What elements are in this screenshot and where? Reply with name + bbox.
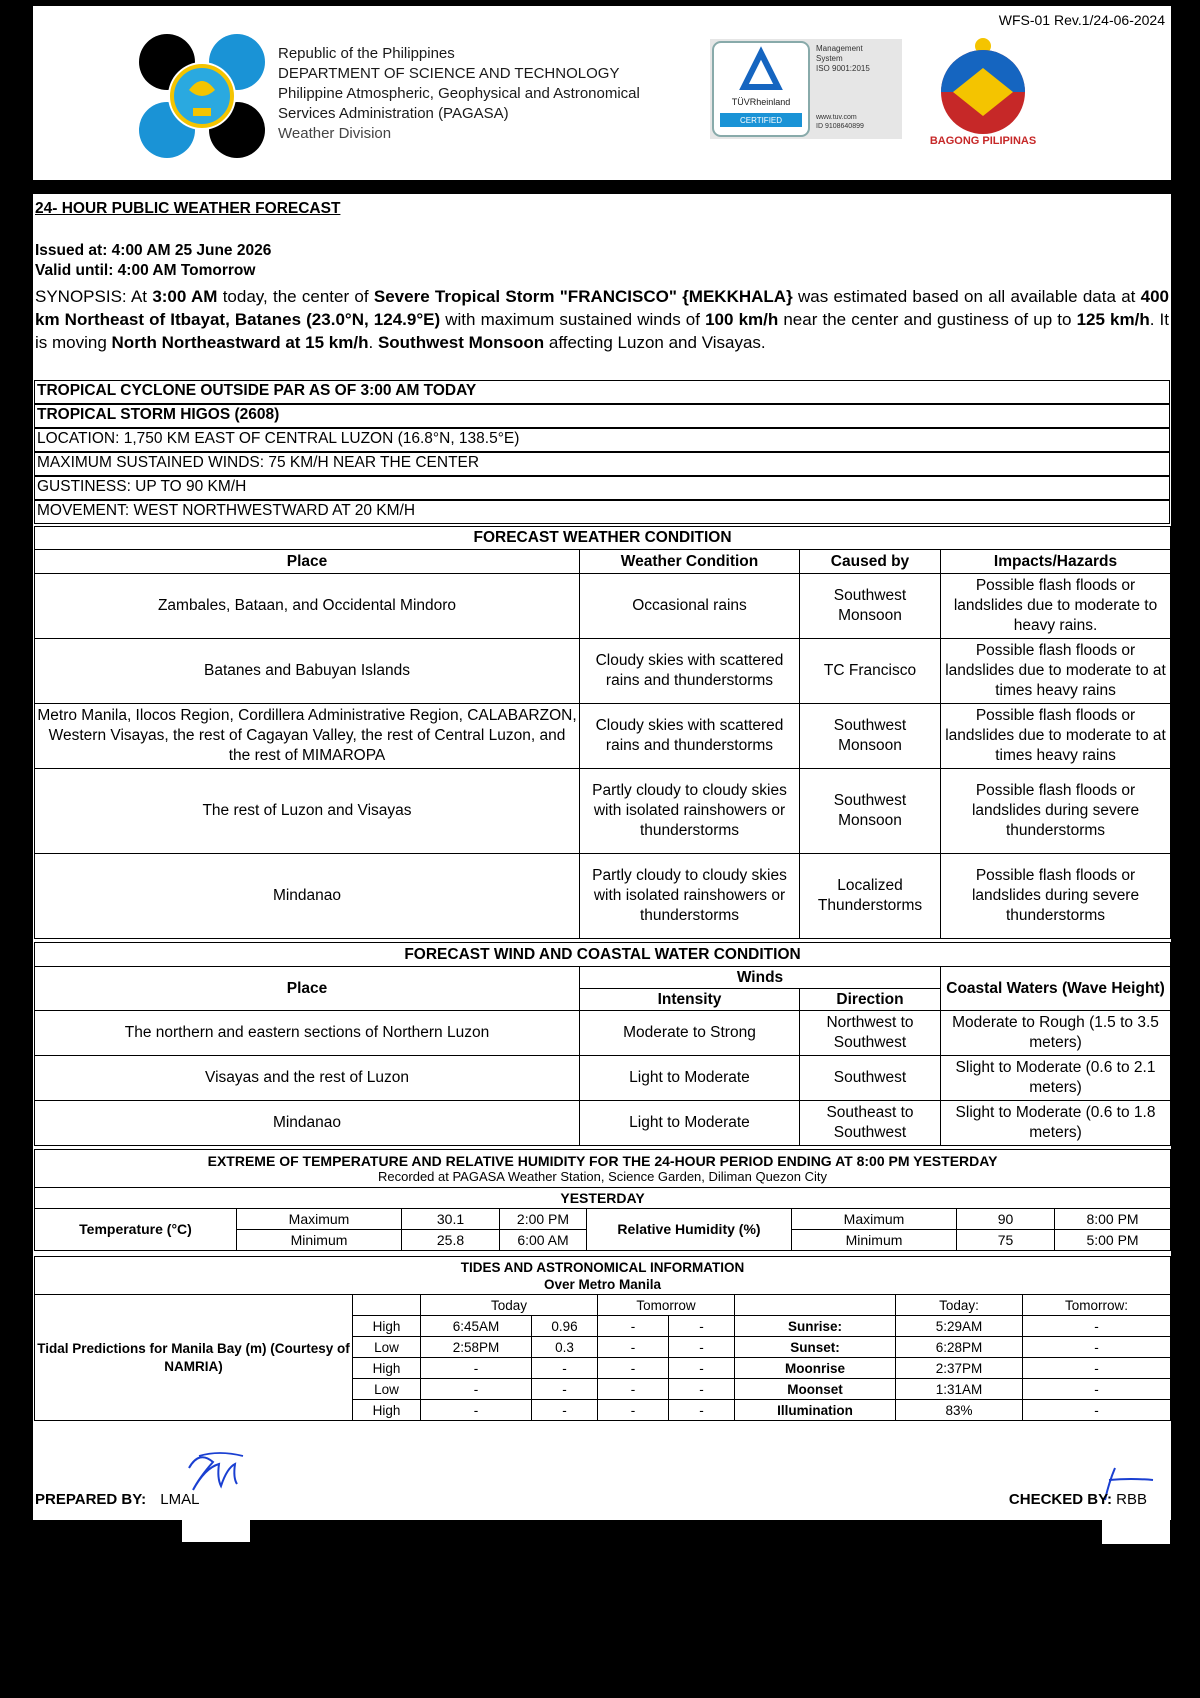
cause-cell: TC Francisco bbox=[800, 639, 941, 704]
tide-today-time: 2:58PM bbox=[421, 1337, 532, 1358]
condition-cell: Occasional rains bbox=[580, 574, 800, 639]
prepared-by bbox=[35, 1491, 199, 1508]
tide-tomorrow-height: - bbox=[669, 1379, 735, 1400]
coastal-cell: Moderate to Rough (1.5 to 3.5 meters) bbox=[941, 1011, 1171, 1056]
temp-max-time: 2:00 PM bbox=[500, 1209, 587, 1230]
synopsis-bold: Severe Tropical Storm "FRANCISCO" {MEKKHALA} bbox=[373, 287, 793, 306]
tomorrow-header: Tomorrow bbox=[598, 1295, 735, 1316]
synopsis-bold: 125 km/h bbox=[1076, 310, 1150, 329]
impact-cell: Possible flash floods or landslides during severe thunderstorms bbox=[941, 769, 1171, 854]
max-label: Maximum bbox=[792, 1209, 957, 1230]
tide-tomorrow-time: - bbox=[598, 1358, 669, 1379]
tides-table bbox=[34, 1256, 1171, 1421]
header-place: Place bbox=[35, 967, 580, 1011]
synopsis-bold: 100 km/h bbox=[705, 310, 779, 329]
astro-tomorrow: - bbox=[1023, 1337, 1171, 1358]
wind-coastal-table bbox=[34, 942, 1171, 1146]
condition-cell: Partly cloudy to cloudy skies with isolated rainshowers or thunderstorms bbox=[580, 854, 800, 939]
tide-tomorrow-height: - bbox=[669, 1400, 735, 1421]
direction-cell: Southeast to Southwest bbox=[800, 1101, 941, 1146]
rh-min-time: 5:00 PM bbox=[1055, 1230, 1171, 1251]
tides-title: TIDES AND ASTRONOMICAL INFORMATION bbox=[460, 1259, 745, 1275]
astro-label: Sunset: bbox=[735, 1337, 896, 1358]
tide-today-height: 0.3 bbox=[532, 1337, 598, 1358]
tide-today-height: - bbox=[532, 1400, 598, 1421]
svg-text:CERTIFIED: CERTIFIED bbox=[739, 116, 783, 125]
min-label: Minimum bbox=[237, 1230, 402, 1251]
condition-cell: Partly cloudy to cloudy skies with isolated rainshowers or thunderstorms bbox=[580, 769, 800, 854]
tide-today-height: 0.96 bbox=[532, 1316, 598, 1337]
tides-subtitle: Over Metro Manila bbox=[544, 1276, 662, 1292]
svg-text:TÜVRheinland: TÜVRheinland bbox=[731, 97, 791, 107]
checked-label: CHECKED BY: bbox=[1008, 1491, 1112, 1508]
intensity-cell: Moderate to Strong bbox=[580, 1011, 800, 1056]
today-header: Today bbox=[421, 1295, 598, 1316]
empty-cell bbox=[735, 1295, 896, 1316]
dost-pagasa-logo bbox=[137, 32, 267, 160]
impact-cell: Possible flash floods or landslides during severe thunderstorms bbox=[941, 854, 1171, 939]
astro-label: Moonset bbox=[735, 1379, 896, 1400]
tide-type: High bbox=[353, 1400, 421, 1421]
weather-condition-table bbox=[34, 526, 1171, 939]
synopsis-text: SYNOPSIS: At bbox=[35, 287, 153, 306]
place-cell: The northern and eastern sections of Northern Luzon bbox=[35, 1011, 580, 1056]
table-row bbox=[35, 639, 1171, 704]
svg-text:System: System bbox=[816, 54, 843, 63]
outside-par-movement: MOVEMENT: WEST NORTHWESTWARD AT 20 KM/H bbox=[34, 500, 1170, 524]
tide-tomorrow-time: - bbox=[598, 1400, 669, 1421]
place-cell: The rest of Luzon and Visayas bbox=[35, 769, 580, 854]
rh-max-value: 90 bbox=[957, 1209, 1055, 1230]
astro-today: 1:31AM bbox=[896, 1379, 1023, 1400]
coastal-cell: Slight to Moderate (0.6 to 1.8 meters) bbox=[941, 1101, 1171, 1146]
humidity-label: Relative Humidity (%) bbox=[587, 1209, 792, 1251]
coastal-cell: Slight to Moderate (0.6 to 2.1 meters) bbox=[941, 1056, 1171, 1101]
header-intensity: Intensity bbox=[580, 989, 800, 1011]
tide-today-time: 6:45AM bbox=[421, 1316, 532, 1337]
bagong-pilipinas-logo bbox=[913, 30, 1053, 150]
tide-tomorrow-height: - bbox=[669, 1316, 735, 1337]
max-label: Maximum bbox=[237, 1209, 402, 1230]
astro-tomorrow: - bbox=[1023, 1400, 1171, 1421]
checked-by bbox=[1009, 1491, 1147, 1508]
tide-type: High bbox=[353, 1316, 421, 1337]
place-cell: Mindanao bbox=[35, 854, 580, 939]
astro-tomorrow: - bbox=[1023, 1379, 1171, 1400]
header-direction: Direction bbox=[800, 989, 941, 1011]
astro-today: 2:37PM bbox=[896, 1358, 1023, 1379]
tide-type: Low bbox=[353, 1379, 421, 1400]
svg-text:BAGONG PILIPINAS: BAGONG PILIPINAS bbox=[929, 135, 1037, 147]
synopsis-bold: 3:00 AM bbox=[152, 287, 218, 306]
extremes-title: EXTREME OF TEMPERATURE AND RELATIVE HUMIDITY FOR THE 24-HOUR PERIOD ENDING AT 8:00 PM YESTERDAY bbox=[207, 1152, 998, 1169]
synopsis-text: affecting Luzon and Visayas. bbox=[544, 333, 766, 352]
table-row bbox=[35, 704, 1171, 769]
astro-tomorrow: - bbox=[1023, 1316, 1171, 1337]
tide-tomorrow-height: - bbox=[669, 1358, 735, 1379]
condition-cell: Cloudy skies with scattered rains and thunderstorms bbox=[580, 704, 800, 769]
forecast-title: 24- HOUR PUBLIC WEATHER FORECAST bbox=[35, 200, 341, 217]
table-row bbox=[35, 854, 1171, 939]
astro-label: Moonrise bbox=[735, 1358, 896, 1379]
synopsis-text: was estimated based on all available data at bbox=[792, 287, 1141, 306]
outside-par-location: LOCATION: 1,750 KM EAST OF CENTRAL LUZON (16.8°N, 138.5°E) bbox=[34, 428, 1170, 452]
cause-cell: Southwest Monsoon bbox=[800, 574, 941, 639]
astro-today: 6:28PM bbox=[896, 1337, 1023, 1358]
pagasa-line-2: Services Administration (PAGASA) bbox=[278, 105, 509, 122]
header-caused-by: Caused by bbox=[800, 550, 941, 574]
agency-name-block bbox=[278, 44, 640, 144]
impact-cell: Possible flash floods or landslides due to moderate to at times heavy rains bbox=[941, 704, 1171, 769]
cause-cell: Localized Thunderstorms bbox=[800, 854, 941, 939]
tide-type: Low bbox=[353, 1337, 421, 1358]
header-winds: Winds bbox=[580, 967, 941, 989]
valid-until: Valid until: 4:00 AM Tomorrow bbox=[35, 262, 256, 279]
astro-label: Sunrise: bbox=[735, 1316, 896, 1337]
astro-label: Illumination bbox=[735, 1400, 896, 1421]
empty-cell bbox=[353, 1295, 421, 1316]
table-row bbox=[35, 769, 1171, 854]
header-place: Place bbox=[35, 550, 580, 574]
tide-tomorrow-time: - bbox=[598, 1379, 669, 1400]
tide-today-time: - bbox=[421, 1379, 532, 1400]
tuv-certification-logo bbox=[710, 39, 902, 139]
checked-initials: RBB bbox=[1116, 1491, 1147, 1508]
tide-today-time: - bbox=[421, 1400, 532, 1421]
temp-min-value: 25.8 bbox=[402, 1230, 500, 1251]
min-label: Minimum bbox=[792, 1230, 957, 1251]
tide-tomorrow-time: - bbox=[598, 1337, 669, 1358]
wind-condition-title: FORECAST WIND AND COASTAL WATER CONDITION bbox=[35, 943, 1171, 967]
svg-text:Management: Management bbox=[816, 44, 863, 53]
synopsis-text: today, the center of bbox=[217, 287, 374, 306]
prepared-initials: LMAL bbox=[160, 1491, 200, 1508]
place-cell: Visayas and the rest of Luzon bbox=[35, 1056, 580, 1101]
extremes-table bbox=[34, 1149, 1171, 1251]
yesterday-label: YESTERDAY bbox=[35, 1188, 1171, 1209]
synopsis-text: near the center and gustiness of up to bbox=[778, 310, 1077, 329]
table-row bbox=[35, 1101, 1171, 1146]
svg-text:www.tuv.com: www.tuv.com bbox=[816, 114, 857, 121]
intensity-cell: Light to Moderate bbox=[580, 1056, 800, 1101]
astro-tomorrow: - bbox=[1023, 1358, 1171, 1379]
direction-cell: Northwest to Southwest bbox=[800, 1011, 941, 1056]
synopsis-text: with maximum sustained winds of bbox=[440, 310, 706, 329]
place-cell: Metro Manila, Ilocos Region, Cordillera Administrative Region, CALABARZON, Western Visayas, the rest of Cagayan Valley, the rest of Central Luzon, and the rest of MIMAROPA bbox=[35, 704, 580, 769]
footer-patch bbox=[182, 1520, 250, 1542]
division-line: Weather Division bbox=[278, 125, 392, 142]
tide-tomorrow-time: - bbox=[598, 1316, 669, 1337]
synopsis-text: . bbox=[368, 333, 378, 352]
weather-condition-title: FORECAST WEATHER CONDITION bbox=[35, 527, 1171, 550]
place-cell: Batanes and Babuyan Islands bbox=[35, 639, 580, 704]
cause-cell: Southwest Monsoon bbox=[800, 704, 941, 769]
tide-today-time: - bbox=[421, 1358, 532, 1379]
svg-text:ISO 9001:2015: ISO 9001:2015 bbox=[816, 64, 870, 73]
header-weather-condition: Weather Condition bbox=[580, 550, 800, 574]
synopsis bbox=[35, 285, 1169, 354]
condition-cell: Cloudy skies with scattered rains and thunderstorms bbox=[580, 639, 800, 704]
extremes-header bbox=[35, 1150, 1171, 1188]
outside-par-gust: GUSTINESS: UP TO 90 KM/H bbox=[34, 476, 1170, 500]
forecast-document bbox=[33, 194, 1171, 1520]
rh-max-time: 8:00 PM bbox=[1055, 1209, 1171, 1230]
tidal-predictions-label: Tidal Predictions for Manila Bay (m) (Courtesy of NAMRIA) bbox=[35, 1295, 353, 1421]
outside-par-winds: MAXIMUM SUSTAINED WINDS: 75 KM/H NEAR THE CENTER bbox=[34, 452, 1170, 476]
place-cell: Zambales, Bataan, and Occidental Mindoro bbox=[35, 574, 580, 639]
direction-cell: Southwest bbox=[800, 1056, 941, 1101]
header-impacts: Impacts/Hazards bbox=[941, 550, 1171, 574]
synopsis-bold: 400 km Northeast of Itbayat, Batanes (23.0°N, 124.9°E) bbox=[35, 287, 1170, 329]
pagasa-line-1: Philippine Atmospheric, Geophysical and Astronomical bbox=[278, 85, 640, 102]
letterhead bbox=[33, 6, 1171, 180]
synopsis-bold: North Northeastward at 15 km/h bbox=[111, 333, 369, 352]
temperature-label: Temperature (°C) bbox=[35, 1209, 237, 1251]
astro-today-header: Today: bbox=[896, 1295, 1023, 1316]
impact-cell: Possible flash floods or landslides due to moderate to heavy rains. bbox=[941, 574, 1171, 639]
dost-line: DEPARTMENT OF SCIENCE AND TECHNOLOGY bbox=[278, 65, 620, 82]
extremes-subtitle: Recorded at PAGASA Weather Station, Science Garden, Diliman Quezon City bbox=[378, 1168, 827, 1184]
intensity-cell: Light to Moderate bbox=[580, 1101, 800, 1146]
place-cell: Mindanao bbox=[35, 1101, 580, 1146]
astro-today: 83% bbox=[896, 1400, 1023, 1421]
issued-at: Issued at: 4:00 AM 25 June 2026 bbox=[35, 242, 272, 259]
table-row bbox=[35, 1011, 1171, 1056]
temp-min-time: 6:00 AM bbox=[500, 1230, 587, 1251]
rh-min-value: 75 bbox=[957, 1230, 1055, 1251]
republic-line: Republic of the Philippines bbox=[278, 45, 455, 62]
tide-tomorrow-height: - bbox=[669, 1337, 735, 1358]
prepared-label: PREPARED BY: bbox=[35, 1491, 147, 1508]
outside-par-heading: TROPICAL CYCLONE OUTSIDE PAR AS OF 3:00 AM TODAY bbox=[34, 380, 1170, 404]
astro-today: 5:29AM bbox=[896, 1316, 1023, 1337]
cause-cell: Southwest Monsoon bbox=[800, 769, 941, 854]
tides-header bbox=[35, 1257, 1171, 1295]
tide-today-height: - bbox=[532, 1358, 598, 1379]
header-coastal-waters: Coastal Waters (Wave Height) bbox=[941, 967, 1171, 1011]
outside-par-storm-name: TROPICAL STORM HIGOS (2608) bbox=[34, 404, 1170, 428]
temp-max-value: 30.1 bbox=[402, 1209, 500, 1230]
footer-patch bbox=[1102, 1520, 1170, 1544]
table-row bbox=[35, 1056, 1171, 1101]
svg-text:ID 9108640899: ID 9108640899 bbox=[816, 123, 864, 130]
tide-today-height: - bbox=[532, 1379, 598, 1400]
astro-tomorrow-header: Tomorrow: bbox=[1023, 1295, 1171, 1316]
table-row bbox=[35, 574, 1171, 639]
synopsis-text: . It is moving bbox=[35, 310, 1169, 352]
synopsis-bold: Southwest Monsoon bbox=[377, 333, 545, 352]
form-code: WFS-01 Rev.1/24-06-2024 bbox=[998, 12, 1165, 28]
tide-type: High bbox=[353, 1358, 421, 1379]
impact-cell: Possible flash floods or landslides due to moderate to at times heavy rains bbox=[941, 639, 1171, 704]
